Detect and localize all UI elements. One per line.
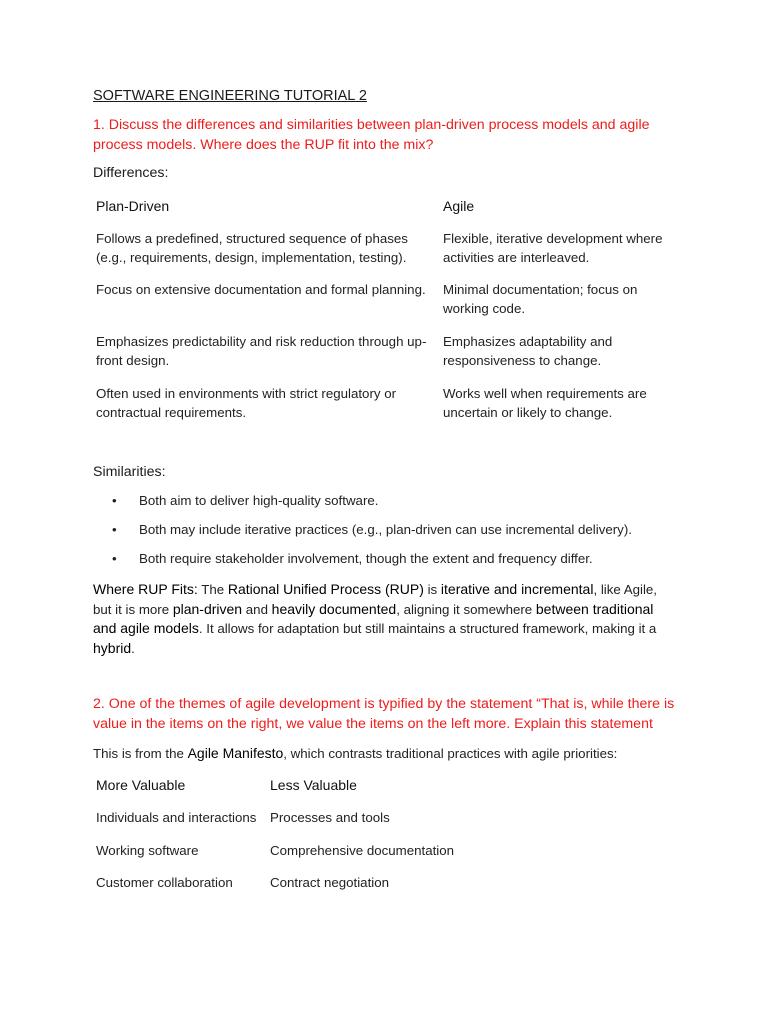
differences-label: Differences: [93,165,169,181]
table-header-plan-driven: Plan-Driven [96,198,170,214]
table-header-less-valuable: Less Valuable [270,777,357,793]
list-item: • Both require stakeholder involvement, though the extent and frequency differ. [112,551,593,566]
table-cell: Comprehensive documentation [270,843,455,858]
table-cell: Working software [96,843,199,858]
question-1: 1. Discuss the differences and similarities between plan-driven process models and agile process models. Where does the RUP fit into the mix? [93,117,650,153]
rup-paragraph: Where RUP Fits: The Rational Unified Process (RUP) is iterative and incremental, like Agile, but it is more plan-driven and heavily documented, aligning it somewhere between traditional and agile models. It allows for adaptation but still maintains a structured framework, making it a hybrid. [93,581,658,656]
table-header-more-valuable: More Valuable [96,777,186,793]
table-cell: Emphasizes adaptability and responsiveness to change. [443,334,613,368]
table-cell: Focus on extensive documentation and formal planning. [96,282,426,297]
table-cell: Flexible, iterative development where activities are interleaved. [443,231,663,265]
similarities-label: Similarities: [93,464,166,480]
list-item: • Both may include iterative practices (e.g., plan-driven can use incremental delivery). [112,522,632,537]
table-cell: Follows a predefined, structured sequence of phases (e.g., requirements, design, implementation, testing). [96,231,408,265]
table-cell: Works well when requirements are uncertain or likely to change. [443,386,647,420]
bullet-icon: • [112,493,117,508]
table-cell: Customer collaboration [96,875,233,890]
table-header-agile: Agile [443,198,475,214]
table-cell: Processes and tools [270,810,390,825]
table-cell: Often used in environments with strict regulatory or contractual requirements. [96,386,397,420]
question-2: 2. One of the themes of agile development is typified by the statement “That is, while there is value in the items on the right, we value the items on the left more. Explain this statement [93,696,675,732]
table-cell: Individuals and interactions [96,810,257,825]
list-item: • Both aim to deliver high-quality software. [112,493,379,508]
bullet-icon: • [112,551,117,566]
table-cell: Emphasizes predictability and risk reduction through up-front design. [96,334,427,368]
bullet-icon: • [112,522,117,537]
page-title: SOFTWARE ENGINEERING TUTORIAL 2 [93,88,367,104]
table-cell: Minimal documentation; focus on working code. [443,282,638,316]
manifesto-intro: This is from the Agile Manifesto, which contrasts traditional practices with agile priorities: [93,745,618,761]
table-cell: Contract negotiation [270,875,390,890]
